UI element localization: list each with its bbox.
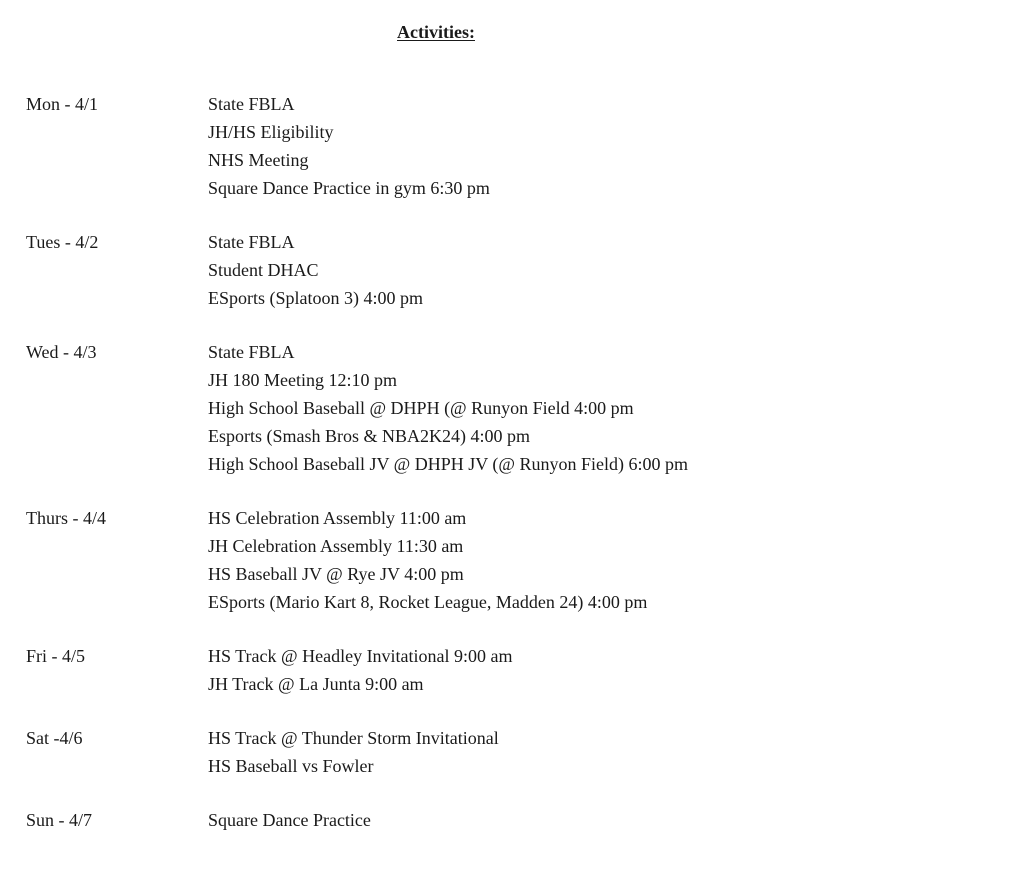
event-item: JH Celebration Assembly 11:30 am <box>208 536 464 556</box>
activity-schedule <box>26 90 986 860</box>
event-item: HS Track @ Headley Invitational 9:00 am <box>208 646 513 666</box>
event-item: HS Baseball JV @ Rye JV 4:00 pm <box>208 564 464 584</box>
event-list <box>208 806 986 834</box>
event-item: NHS Meeting <box>208 150 309 170</box>
day-label: Tues - 4/2 <box>26 232 99 252</box>
day-label: Sat -4/6 <box>26 728 83 748</box>
event-item: ESports (Mario Kart 8, Rocket League, Madden 24) 4:00 pm <box>208 592 648 612</box>
event-item: ESports (Splatoon 3) 4:00 pm <box>208 288 423 308</box>
day-row-sunday <box>26 806 986 834</box>
event-list <box>208 228 986 312</box>
day-row-thursday <box>26 504 986 616</box>
event-item: Esports (Smash Bros & NBA2K24) 4:00 pm <box>208 426 531 446</box>
event-item: JH 180 Meeting 12:10 pm <box>208 370 397 390</box>
page-title: Activities: <box>397 22 475 42</box>
event-item: HS Baseball vs Fowler <box>208 756 374 776</box>
event-item: Student DHAC <box>208 260 319 280</box>
event-item: Square Dance Practice <box>208 810 371 830</box>
event-list <box>208 724 986 780</box>
day-label: Thurs - 4/4 <box>26 508 106 528</box>
event-list <box>208 504 986 616</box>
event-item: HS Track @ Thunder Storm Invitational <box>208 728 499 748</box>
event-item: High School Baseball @ DHPH (@ Runyon Field 4:00 pm <box>208 398 634 418</box>
day-row-wednesday <box>26 338 986 478</box>
event-item: HS Celebration Assembly 11:00 am <box>208 508 467 528</box>
event-item: High School Baseball JV @ DHPH JV (@ Runyon Field) 6:00 pm <box>208 454 688 474</box>
day-label: Sun - 4/7 <box>26 810 93 830</box>
day-row-friday <box>26 642 986 698</box>
event-item: State FBLA <box>208 94 295 114</box>
event-list <box>208 90 986 202</box>
event-item: JH/HS Eligibility <box>208 122 334 142</box>
event-item: State FBLA <box>208 342 295 362</box>
day-label: Mon - 4/1 <box>26 94 98 114</box>
event-item: State FBLA <box>208 232 295 252</box>
day-row-tuesday <box>26 228 986 312</box>
day-row-monday <box>26 90 986 202</box>
day-row-saturday <box>26 724 986 780</box>
event-item: JH Track @ La Junta 9:00 am <box>208 674 424 694</box>
day-label: Fri - 4/5 <box>26 646 86 666</box>
event-list <box>208 642 986 698</box>
day-label: Wed - 4/3 <box>26 342 97 362</box>
event-list <box>208 338 986 478</box>
event-item: Square Dance Practice in gym 6:30 pm <box>208 178 490 198</box>
